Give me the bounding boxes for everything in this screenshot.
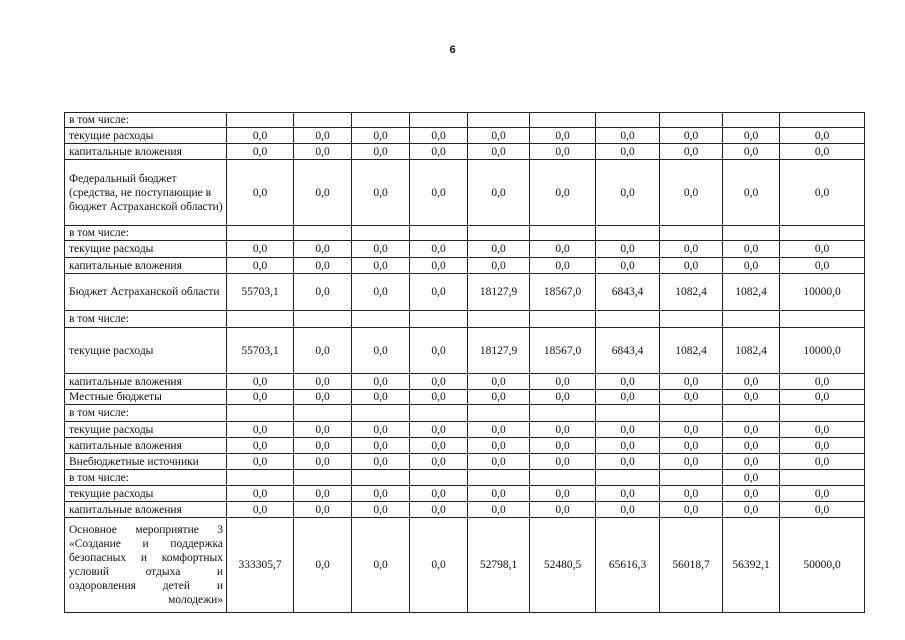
table-cell (780, 470, 865, 486)
table-cell: 0,0 (596, 390, 660, 405)
table-cell: 0,0 (468, 144, 530, 160)
table-cell: 0,0 (227, 258, 294, 274)
table-cell (410, 113, 468, 128)
table-cell (780, 113, 865, 128)
table-cell: 0,0 (723, 502, 780, 518)
table-cell: 0,0 (660, 374, 723, 390)
table-cell: 0,0 (596, 486, 660, 502)
row-label: текущие расходы (65, 486, 227, 502)
table-cell (227, 113, 294, 128)
table-cell: 0,0 (352, 328, 410, 374)
table-row (65, 470, 865, 486)
row-label: текущие расходы (65, 328, 227, 374)
table-cell: 0,0 (660, 128, 723, 144)
table-cell: 0,0 (468, 502, 530, 518)
table-cell: 0,0 (294, 258, 352, 274)
table-cell (410, 405, 468, 422)
table-cell: 55703,1 (227, 328, 294, 374)
table-cell: 55703,1 (227, 274, 294, 311)
table-cell: 0,0 (660, 390, 723, 405)
table-cell: 0,0 (294, 486, 352, 502)
table-row (65, 144, 865, 160)
row-label: текущие расходы (65, 241, 227, 258)
table-cell: 0,0 (723, 374, 780, 390)
table-cell (660, 470, 723, 486)
table-cell (723, 113, 780, 128)
table-cell: 0,0 (660, 502, 723, 518)
table-cell: 0,0 (352, 274, 410, 311)
table-row (65, 422, 865, 438)
table-cell: 0,0 (352, 128, 410, 144)
table-row (65, 128, 865, 144)
row-label: капитальные вложения (65, 258, 227, 274)
table-cell (468, 113, 530, 128)
table-cell (352, 113, 410, 128)
page-number: 6 (449, 44, 456, 56)
table-row (65, 454, 865, 470)
table-cell (596, 113, 660, 128)
table-cell (780, 311, 865, 328)
table-cell: 0,0 (596, 374, 660, 390)
table-cell: 1082,4 (723, 328, 780, 374)
table-cell: 0,0 (660, 241, 723, 258)
table-cell: 0,0 (530, 502, 596, 518)
table-cell: 0,0 (227, 128, 294, 144)
table-row (65, 328, 865, 374)
table-row (65, 374, 865, 390)
row-label: капитальные вложения (65, 374, 227, 390)
table-cell (596, 405, 660, 422)
table-cell: 0,0 (227, 374, 294, 390)
table-cell (596, 470, 660, 486)
table-row (65, 390, 865, 405)
table-cell: 0,0 (410, 422, 468, 438)
table-cell: 0,0 (227, 486, 294, 502)
table-cell (660, 226, 723, 241)
table-row (65, 258, 865, 274)
table-cell: 0,0 (468, 422, 530, 438)
table-cell (410, 311, 468, 328)
row-label: капитальные вложения (65, 144, 227, 160)
table-cell (294, 470, 352, 486)
table-cell (468, 405, 530, 422)
table-cell: 0,0 (780, 422, 865, 438)
table-cell: 0,0 (294, 374, 352, 390)
table-cell: 56018,7 (660, 518, 723, 613)
table-cell: 0,0 (596, 160, 660, 226)
table-cell (352, 311, 410, 328)
table-cell: 0,0 (352, 438, 410, 454)
table-cell (780, 405, 865, 422)
table-cell: 0,0 (780, 144, 865, 160)
table-cell: 0,0 (723, 470, 780, 486)
table-row (65, 274, 865, 311)
table-cell: 0,0 (294, 128, 352, 144)
table-cell: 1082,4 (660, 274, 723, 311)
table-cell: 0,0 (410, 438, 468, 454)
table-cell: 0,0 (596, 241, 660, 258)
table-cell (227, 470, 294, 486)
table-cell (294, 113, 352, 128)
table-cell: 0,0 (530, 390, 596, 405)
table-cell (352, 405, 410, 422)
row-label: в том числе: (65, 113, 227, 128)
row-label: в том числе: (65, 405, 227, 422)
table-cell: 0,0 (468, 241, 530, 258)
table-cell: 0,0 (468, 160, 530, 226)
table-cell: 0,0 (410, 518, 468, 613)
row-label: Бюджет Астраханской области (65, 274, 227, 311)
table-cell: 0,0 (294, 518, 352, 613)
table-cell: 0,0 (596, 128, 660, 144)
table-cell: 0,0 (294, 241, 352, 258)
table-cell: 0,0 (660, 486, 723, 502)
table-cell: 56392,1 (723, 518, 780, 613)
table-cell (530, 226, 596, 241)
table-cell (227, 405, 294, 422)
table-cell: 0,0 (780, 390, 865, 405)
table-cell: 0,0 (410, 274, 468, 311)
table-cell: 333305,7 (227, 518, 294, 613)
table-cell: 0,0 (227, 502, 294, 518)
table-cell: 0,0 (352, 374, 410, 390)
table-row (65, 311, 865, 328)
table-cell: 0,0 (468, 128, 530, 144)
budget-table (64, 112, 865, 613)
table-cell (410, 226, 468, 241)
table-cell: 18567,0 (530, 328, 596, 374)
row-label: Федеральный бюджет (средства, не поступающие в бюджет Астраханской области) (65, 160, 227, 226)
table-row (65, 486, 865, 502)
table-cell: 0,0 (596, 454, 660, 470)
table-cell: 0,0 (530, 144, 596, 160)
table-cell: 0,0 (780, 486, 865, 502)
row-label: Внебюджетные источники (65, 454, 227, 470)
table-cell: 0,0 (468, 438, 530, 454)
table-cell: 52798,1 (468, 518, 530, 613)
table-body (65, 113, 865, 613)
table-cell: 0,0 (780, 502, 865, 518)
table-cell (410, 470, 468, 486)
table-cell: 0,0 (596, 144, 660, 160)
table-cell (530, 311, 596, 328)
table-cell (660, 311, 723, 328)
table-cell (660, 405, 723, 422)
table-cell: 0,0 (660, 422, 723, 438)
table-cell: 0,0 (410, 486, 468, 502)
table-cell (294, 226, 352, 241)
table-cell: 0,0 (410, 258, 468, 274)
table-cell: 65616,3 (596, 518, 660, 613)
table-cell: 0,0 (294, 390, 352, 405)
row-label: в том числе: (65, 226, 227, 241)
table-cell: 0,0 (468, 258, 530, 274)
table-cell (723, 311, 780, 328)
table-cell: 0,0 (723, 241, 780, 258)
table-cell: 0,0 (294, 328, 352, 374)
row-label: капитальные вложения (65, 502, 227, 518)
table-cell: 0,0 (780, 454, 865, 470)
table-cell: 0,0 (227, 438, 294, 454)
table-row (65, 241, 865, 258)
table-row (65, 113, 865, 128)
row-label: Основное мероприятие 3 «Создание и поддержка безопасных и комфортных условий отдыха и оздоровления детей и молодежи» (65, 518, 227, 613)
table-cell: 0,0 (660, 258, 723, 274)
table-cell: 0,0 (780, 128, 865, 144)
table-cell: 0,0 (468, 454, 530, 470)
table-row (65, 160, 865, 226)
table-cell: 0,0 (530, 374, 596, 390)
table-cell: 0,0 (723, 438, 780, 454)
table-cell: 0,0 (294, 438, 352, 454)
table-cell: 18567,0 (530, 274, 596, 311)
table-row (65, 405, 865, 422)
row-label: капитальные вложения (65, 438, 227, 454)
table-cell: 0,0 (723, 144, 780, 160)
table-cell (227, 311, 294, 328)
row-label: текущие расходы (65, 422, 227, 438)
table-cell: 0,0 (352, 454, 410, 470)
table-cell (530, 113, 596, 128)
table-cell: 0,0 (780, 160, 865, 226)
table-cell: 0,0 (530, 438, 596, 454)
table-cell: 0,0 (227, 454, 294, 470)
table-cell: 52480,5 (530, 518, 596, 613)
table-cell: 0,0 (780, 258, 865, 274)
table-cell: 0,0 (352, 390, 410, 405)
table-cell (468, 311, 530, 328)
table-cell: 6843,4 (596, 274, 660, 311)
table-cell: 0,0 (660, 160, 723, 226)
table-cell: 0,0 (723, 160, 780, 226)
table-cell (596, 311, 660, 328)
table-cell: 0,0 (352, 241, 410, 258)
table-cell: 18127,9 (468, 274, 530, 311)
table-cell: 0,0 (723, 390, 780, 405)
table-cell: 50000,0 (780, 518, 865, 613)
table-cell: 0,0 (530, 160, 596, 226)
table-cell: 0,0 (780, 374, 865, 390)
table-cell: 0,0 (723, 258, 780, 274)
table-cell: 0,0 (410, 328, 468, 374)
table-cell: 1082,4 (723, 274, 780, 311)
table-cell: 0,0 (227, 422, 294, 438)
table-cell (468, 470, 530, 486)
table-cell (780, 226, 865, 241)
table-cell: 0,0 (410, 241, 468, 258)
table-cell: 0,0 (352, 502, 410, 518)
table-cell: 0,0 (596, 438, 660, 454)
table-cell (530, 470, 596, 486)
table-cell: 0,0 (530, 486, 596, 502)
table-cell: 0,0 (596, 422, 660, 438)
table-cell: 0,0 (410, 160, 468, 226)
table-cell: 0,0 (410, 502, 468, 518)
table-row (65, 518, 865, 613)
table-cell: 0,0 (352, 486, 410, 502)
table-cell: 0,0 (352, 144, 410, 160)
row-label: Местные бюджеты (65, 390, 227, 405)
table-row (65, 226, 865, 241)
table-cell: 0,0 (352, 518, 410, 613)
table-cell: 0,0 (530, 422, 596, 438)
table-cell: 0,0 (410, 128, 468, 144)
table-cell (294, 311, 352, 328)
table-cell: 0,0 (410, 390, 468, 405)
table-cell: 0,0 (352, 258, 410, 274)
table-row (65, 502, 865, 518)
table-cell: 0,0 (468, 390, 530, 405)
table-row (65, 438, 865, 454)
table-cell: 0,0 (227, 160, 294, 226)
table-cell: 0,0 (468, 486, 530, 502)
table-cell: 18127,9 (468, 328, 530, 374)
table-cell: 0,0 (410, 454, 468, 470)
table-cell (352, 226, 410, 241)
table-cell: 0,0 (723, 128, 780, 144)
table-cell (723, 226, 780, 241)
table-cell: 0,0 (723, 422, 780, 438)
table-cell: 0,0 (660, 454, 723, 470)
row-label: текущие расходы (65, 128, 227, 144)
table-cell: 0,0 (227, 241, 294, 258)
table-cell: 0,0 (410, 374, 468, 390)
table-cell: 0,0 (530, 241, 596, 258)
table-cell: 0,0 (780, 438, 865, 454)
table-cell (530, 405, 596, 422)
table-cell: 0,0 (227, 144, 294, 160)
table-cell: 0,0 (723, 454, 780, 470)
table-cell: 0,0 (468, 374, 530, 390)
table-cell (660, 113, 723, 128)
table-cell: 6843,4 (596, 328, 660, 374)
table-cell: 0,0 (352, 160, 410, 226)
table-cell: 0,0 (530, 454, 596, 470)
table-cell: 0,0 (596, 502, 660, 518)
table-cell: 0,0 (294, 274, 352, 311)
table-cell (468, 226, 530, 241)
table-cell: 0,0 (660, 438, 723, 454)
table-cell: 0,0 (294, 144, 352, 160)
table-cell: 0,0 (294, 502, 352, 518)
table-cell: 0,0 (352, 422, 410, 438)
table-cell (596, 226, 660, 241)
table-cell (723, 405, 780, 422)
table-cell (227, 226, 294, 241)
table-cell (294, 405, 352, 422)
table-cell: 0,0 (530, 258, 596, 274)
table-cell: 10000,0 (780, 274, 865, 311)
row-label: в том числе: (65, 311, 227, 328)
table-cell: 0,0 (596, 258, 660, 274)
table-cell: 0,0 (723, 486, 780, 502)
table-cell: 0,0 (227, 390, 294, 405)
table-cell: 0,0 (294, 422, 352, 438)
table-cell: 0,0 (530, 128, 596, 144)
table-cell: 0,0 (660, 144, 723, 160)
table-cell: 0,0 (294, 454, 352, 470)
table-cell: 0,0 (410, 144, 468, 160)
row-label: в том числе: (65, 470, 227, 486)
table-cell: 0,0 (780, 241, 865, 258)
table-cell: 0,0 (294, 160, 352, 226)
table-cell: 10000,0 (780, 328, 865, 374)
table-cell: 1082,4 (660, 328, 723, 374)
table-cell (352, 470, 410, 486)
